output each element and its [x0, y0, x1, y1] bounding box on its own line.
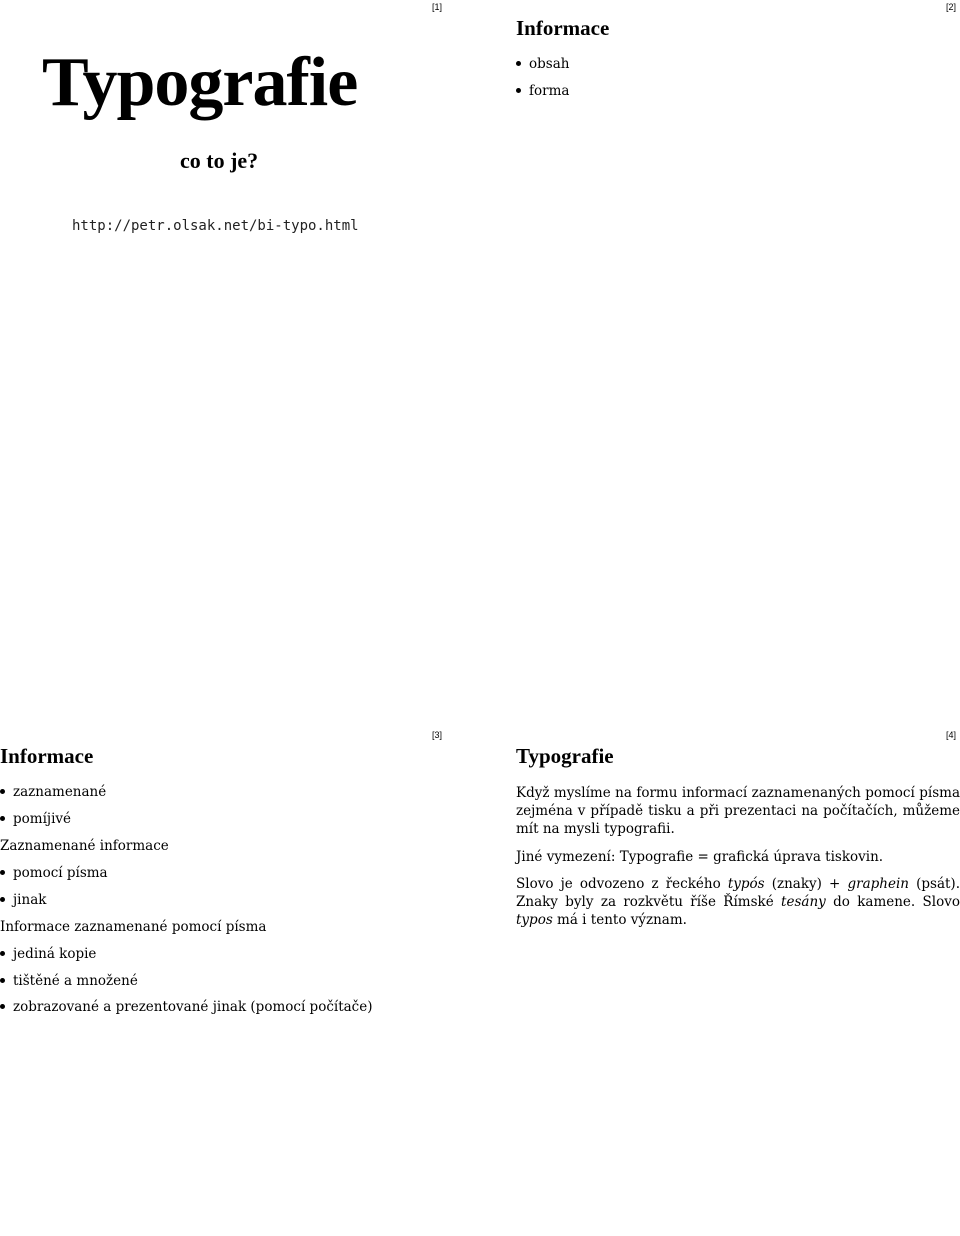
page-number: [1]	[432, 2, 443, 12]
text-line: Informace zaznamenané pomocí písma	[0, 919, 267, 935]
paragraph: Jiné vymezení: Typografie = grafická úprava tiskovin.	[516, 849, 884, 865]
slide-subtitle: co to je?	[180, 148, 259, 173]
text-span: má i tento význam.	[552, 912, 687, 928]
url-link[interactable]: http://petr.olsak.net/bi-typo.html	[72, 218, 359, 234]
list-item: pomíjivé	[0, 813, 71, 827]
list-item: forma	[516, 85, 569, 99]
text-span: do kamene. Slovo	[825, 894, 960, 910]
page-number: [4]	[946, 730, 957, 740]
slide-2	[516, 0, 960, 508]
italic-term: typós	[727, 876, 765, 892]
slide-title: Typografie	[42, 44, 358, 121]
list-item: pomocí písma	[0, 867, 108, 881]
paragraph: Když myslíme na formu informací zaznamenaných pomocí písma zejména v případě tisku a při prezentaci na počítačích, můžeme mít na mysli typografii.	[516, 785, 960, 837]
italic-term: tesány	[781, 894, 826, 910]
italic-term: typos	[516, 912, 553, 928]
list-item: jinak	[0, 894, 46, 908]
list-item: zobrazované a prezentované jinak (pomocí počítače)	[0, 1001, 373, 1015]
slide-1	[0, 0, 444, 508]
slide-3	[0, 728, 444, 1236]
list-item: zaznamenané	[0, 786, 106, 800]
page-number: [2]	[946, 2, 957, 12]
slide-heading: Typografie	[516, 744, 614, 768]
text-span: (znaky) +	[764, 876, 848, 892]
list-item: tištěné a množené	[0, 975, 138, 989]
text-span: (psát). Znaky byly za rozkvětu říše Římské	[516, 876, 960, 910]
slide-heading: Informace	[0, 744, 94, 768]
page-number: [3]	[432, 730, 443, 740]
italic-term: graphein	[847, 876, 909, 892]
slide-4	[516, 728, 960, 1236]
text-line: Zaznamenané informace	[0, 838, 169, 854]
list-item: jediná kopie	[0, 948, 96, 962]
paragraph	[516, 875, 960, 929]
list-item: obsah	[516, 58, 569, 72]
text-span: Slovo je odvozeno z řeckého	[516, 876, 728, 892]
slide-heading: Informace	[516, 16, 610, 40]
